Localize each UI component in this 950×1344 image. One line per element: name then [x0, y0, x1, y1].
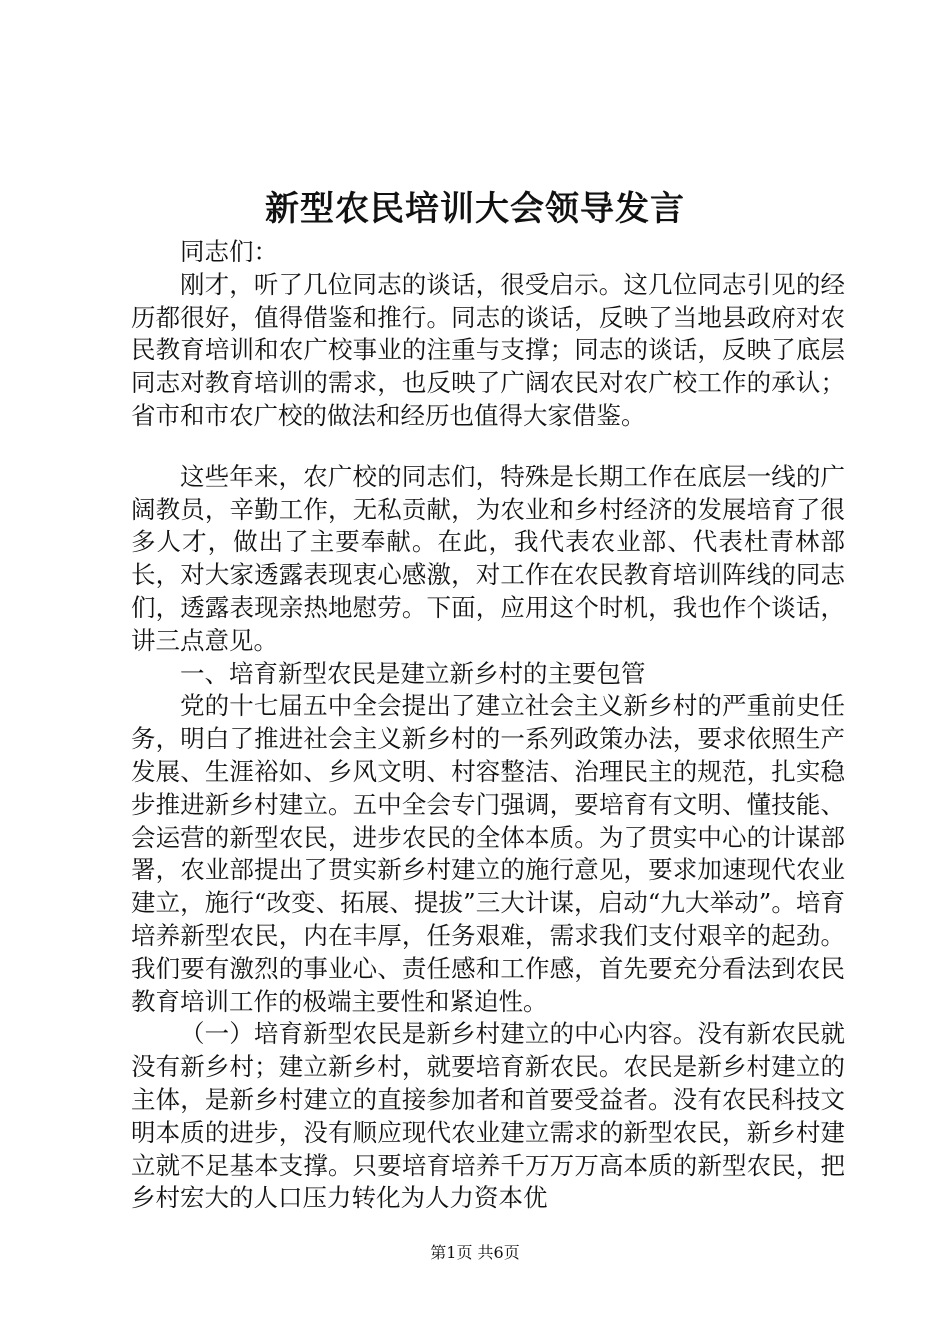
body-paragraph: 党的十七届五中全会提出了建立社会主义新乡村的严重前史任务，明白了推进社会主义新乡村的一系列政策办法，要求依照生产发展、生涯裕如、乡风文明、村容整洁、治理民主的规范，扎实稳步推进新乡村建立。五中全会专门强调，要培育有文明、懂技能、会运营的新型农民，进步农民的全体本质。为了贯实中心的计谋部署，农业部提出了贯实新乡村建立的施行意见，要求加速现代农业建立，施行“改变、拓展、提拔”三大计谋，启动“九大举动”。培育培养新型农民，内在丰厚，任务艰难，需求我们支付艰辛的起劲。我们要有激烈的事业心、责任感和工作感，首先要充分看法到农民教育培训工作的极端主要性和紧迫性。: [131, 691, 845, 1016]
salutation-paragraph: 同志们：: [180, 237, 278, 266]
section-heading: 一、培育新型农民是建立新乡村的主要包管: [180, 658, 646, 688]
document-title: 新型农民培训大会领导发言: [265, 189, 685, 229]
page-footer: 第1页 共6页: [430, 1243, 520, 1262]
document-body: [131, 236, 845, 1215]
body-paragraph: 这些年来，农广校的同志们，特殊是长期工作在底层一线的广阔教员，辛勤工作，无私贡献，为农业和乡村经济的发展培育了很多人才，做出了主要奉献。在此，我代表农业部、代表杜青林部长，对大家透露表现衷心感激，对工作在农民教育培训阵线的同志们，透露表现亲热地慰劳。下面，应用这个时机，我也作个谈话，讲三点意见。: [131, 461, 845, 655]
body-paragraph: （一）培育新型农民是新乡村建立的中心内容。没有新农民就没有新乡村；建立新乡村，就要培育新农民。农民是新乡村建立的主体，是新乡村建立的直接参加者和首要受益者。没有农民科技文明本质的进步，没有顺应现代农业建立需求的新型农民，新乡村建立就不足基本支撑。只要培育培养千万万万高本质的新型农民，把乡村宏大的人口压力转化为人力资本优: [131, 1019, 845, 1213]
body-paragraph: 刚才，听了几位同志的谈话，很受启示。这几位同志引见的经历都很好，值得借鉴和推行。同志的谈话，反映了当地县政府对农民教育培训和农广校事业的注重与支撑；同志的谈话，反映了底层同志对教育培训的需求，也反映了广阔农民对农广校工作的承认；省市和市农广校的做法和经历也值得大家借鉴。: [131, 269, 845, 430]
